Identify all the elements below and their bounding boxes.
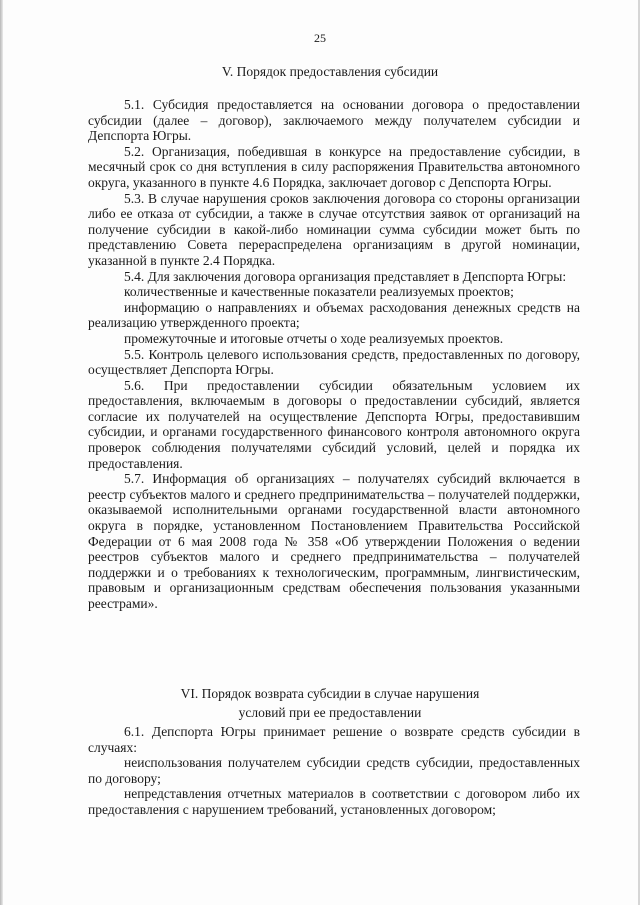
paragraph-5-7: 5.7. Информация об организациях – получателях субсидий включается в реестр субъектов малого и среднего предпринимательства – получателей поддержки, оказываемой исполнительными органами государственной власти автономного округа в порядке, установленном Постановлением Правительства Российской Федерации от 6 мая 2008 года № 358 «Об утверждении Положения о ведении реестров субъектов малого и среднего предпринимательства – получателей поддержки и о требованиях к технологическим, программным, лингвистическим, правовым и организационным средствам обеспечения пользования указанными реестрами». (88, 471, 580, 611)
list-item-non-use: неиспользования получателем субсидии средств субсидии, предоставленных по договору; (88, 755, 580, 786)
paragraph-5-3: 5.3. В случае нарушения сроков заключения договора со стороны организации либо ее отказа от субсидии, а также в случае отсутствия заявок от организаций на получение субсидии в какой-либо номинации сумма субсидии может быть по представлению Совета перераспределена организациям в другой номинации, указанной в пункте 2.4 Порядка. (88, 190, 580, 268)
section-6-body (88, 724, 580, 818)
list-item-indicators: количественные и качественные показатели реализуемых проектов; (124, 284, 514, 300)
section-5-title: V. Порядок предоставления субсидии (221, 64, 439, 79)
paragraph-5-2: 5.2. Организация, победившая в конкурсе на предоставление субсидии, в месячный срок со дня вступления в силу распоряжения Правительства автономного округа, указанного в пункте 4.6 Порядка, заключает договор с Депспорта Югры. (88, 143, 580, 190)
section-6-title-line-1: VI. Порядок возврата субсидии в случае нарушения (180, 686, 480, 701)
paragraph-6-1: 6.1. Депспорта Югры принимает решение о возврате средств субсидии в случаях: (88, 724, 580, 755)
list-item-reports: промежуточные и итоговые отчеты о ходе реализуемых проектов. (124, 330, 504, 346)
section-5-body (88, 97, 580, 612)
list-item-no-reports: непредставления отчетных материалов в соответствии с договором либо их предоставления с нарушением требований, установленных договором; (88, 786, 580, 817)
paragraph-5-1: 5.1. Субсидия предоставляется на основании договора о предоставлении субсидии (далее – договор), заключаемого между получателем субсидии и Депспорта Югры. (88, 97, 580, 144)
scan-edge-left (0, 0, 3, 905)
paragraph-5-5: 5.5. Контроль целевого использования средств, предоставленных по договору, осуществляет Депспорта Югры. (88, 346, 580, 378)
paragraph-5-6: 5.6. При предоставлении субсидии обязательным условием их предоставления, включаемым в договоры о предоставлении субсидий, является согласие их получателей на осуществление Депспорта Югры, предоставившим субсидии, и органами государственного финансового контроля автономного округа проверок соблюдения получателями субсидий условий, целей и порядка их предоставления. (88, 377, 580, 471)
section-6-title-line-2: условий при ее предоставлении (238, 704, 422, 720)
section-6-title (0, 685, 640, 722)
paragraph-5-4: 5.4. Для заключения договора организация представляет в Депспорта Югры: (124, 268, 567, 284)
page-number: 25 (314, 31, 326, 45)
list-item-spending-info: информацию о направлениях и объемах расходования денежных средств на реализацию утвержденного проекта; (88, 299, 580, 331)
